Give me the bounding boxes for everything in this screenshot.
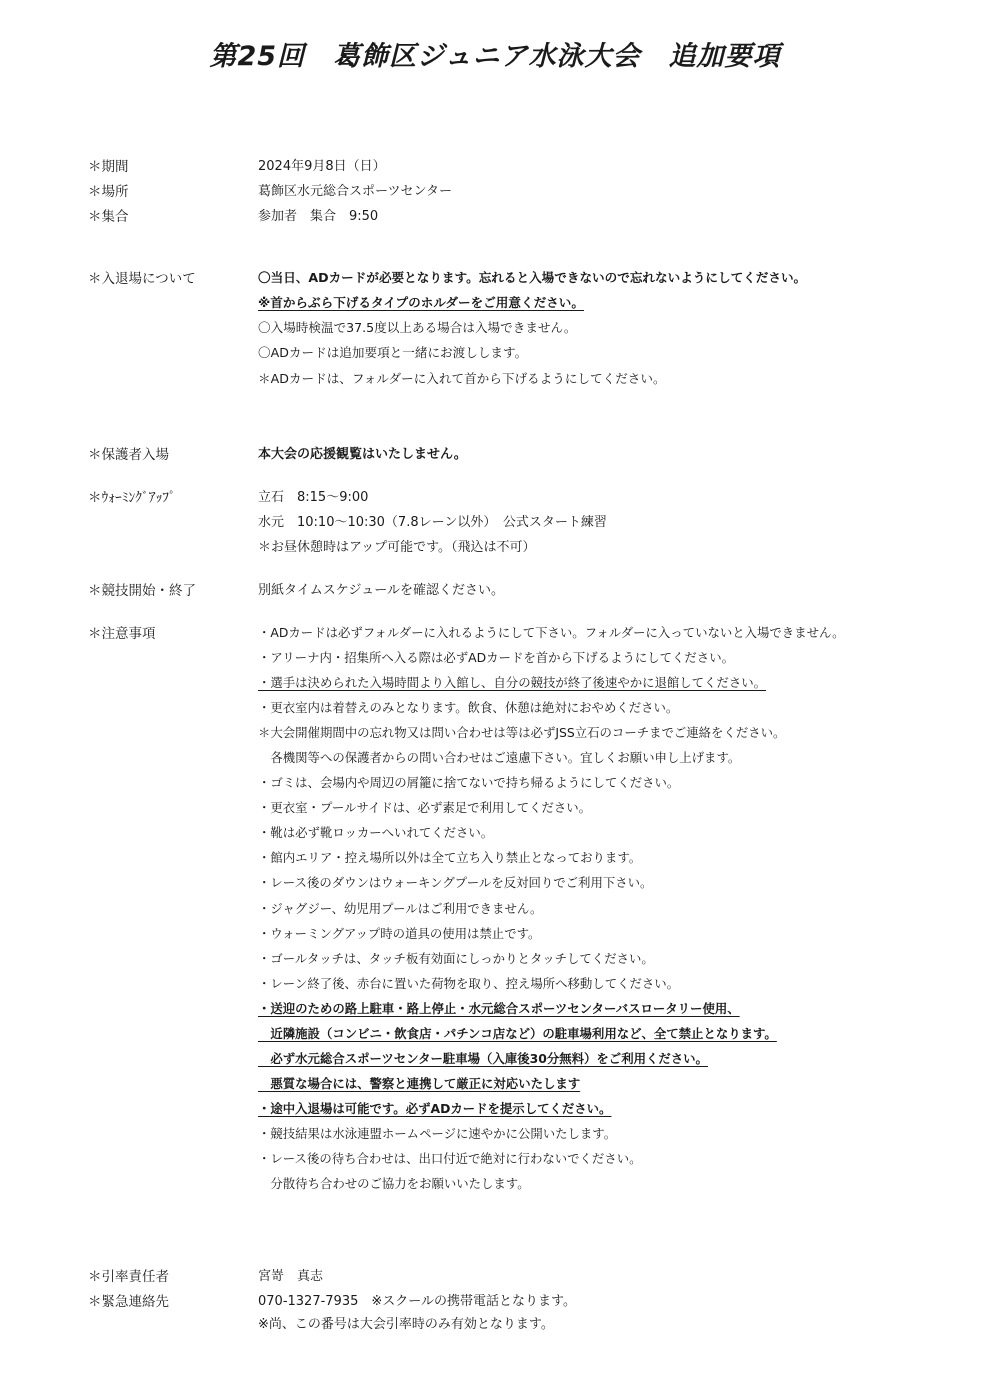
competition-value: 別紙タイムスケジュールを確認ください。	[258, 583, 504, 598]
notes-item: ・レース後の待ち合わせは、出口付近で絶対に行わないでください。	[258, 1150, 642, 1166]
warmup-line: 立石 8:15～9:00	[258, 490, 369, 505]
notes-item: ・選手は決められた入場時間より入館し、自分の競技が終了後速やかに退館してください。	[258, 675, 767, 691]
notes-item: 近隣施設（コンビニ・飲食店・パチンコ店など）の駐車場利用など、全て禁止となります。	[258, 1025, 777, 1041]
notes-item: ・靴は必ず靴ロッカーへいれてください。	[258, 825, 494, 841]
notes-list	[258, 620, 958, 1196]
emergency-label: ＊緊急連絡先	[88, 1294, 169, 1310]
gathering-label: ＊集合	[88, 209, 129, 225]
guardian-label: ＊保護者入場	[88, 447, 169, 463]
emergency-value: 070-1327-7935 ※スクールの携帯電話となります。	[258, 1294, 576, 1309]
notes-item: ・レーン終了後、赤台に置いた荷物を取り、控え場所へ移動してください。	[258, 975, 680, 991]
notes-item: ・競技結果は水泳連盟ホームページに速やかに公開いたします。	[258, 1125, 617, 1141]
period-label: ＊期間	[88, 159, 129, 175]
notes-item: ・レース後のダウンはウォーキングプールを反対回りでご利用下さい。	[258, 875, 653, 891]
warmup-label: ＊ｳｫｰﾐﾝｸﾞｱｯﾌﾟ	[88, 490, 176, 506]
entry-line: 〇ADカードは追加要項と一緒にお渡しします。	[258, 345, 528, 360]
notes-item: ・途中入退場は可能です。必ずADカードを提示してください。	[258, 1100, 612, 1116]
notes-item: ・更衣室内は着替えのみとなります。飲食、休憩は絶対におやめください。	[258, 700, 679, 716]
competition-label: ＊競技開始・終了	[88, 583, 196, 599]
notes-item: ・送迎のための路上駐車・路上停止・水元総合スポーツセンターバスロータリー使用、	[258, 1000, 740, 1016]
leader-label: ＊引率責任者	[88, 1269, 169, 1285]
entry-line: 〇入場時検温で37.5度以上ある場合は入場できません。	[258, 320, 577, 335]
notes-item: 必ず水元総合スポーツセンター駐車場（入庫後30分無料）をご利用ください。	[258, 1050, 708, 1066]
entry-line: ※首からぶら下げるタイプのホルダーをご用意ください。	[258, 295, 584, 310]
gathering-value: 参加者 集合 9:50	[258, 209, 379, 224]
period-value: 2024年9月8日（日）	[258, 159, 386, 174]
entry-label: ＊入退場について	[88, 271, 196, 287]
notes-item: ・アリーナ内・招集所へ入る際は必ずADカードを首から下げるようにしてください。	[258, 650, 734, 666]
entry-line: 〇当日、ADカードが必要となります。忘れると入場できないので忘れないようにしてください。	[258, 270, 807, 285]
notes-item: 悪質な場合には、警察と連携して厳正に対応いたします	[258, 1075, 581, 1091]
notes-label: ＊注意事項	[88, 626, 156, 642]
warmup-line: 水元 10:10～10:30（7.8レーン以外） 公式スタート練習	[258, 515, 607, 530]
place-label: ＊場所	[88, 184, 129, 200]
page-title: 第25回 葛飾区ジュニア水泳大会 追加要項	[209, 41, 781, 72]
notes-item: ・ウォーミングアップ時の道具の使用は禁止です。	[258, 925, 541, 941]
notes-item: 各機関等への保護者からの問い合わせはご遠慮下さい。宜しくお願い申し上げます。	[258, 750, 741, 766]
notes-item: 分散待ち合わせのご協力をお願いいたします。	[258, 1176, 530, 1192]
notes-item: ・ゴールタッチは、タッチ板有効面にしっかりとタッチしてください。	[258, 950, 654, 966]
place-value: 葛飾区水元総合スポーツセンター	[258, 184, 452, 199]
notes-item: ・ADカードは必ずフォルダーに入れるようにして下さい。フォルダーに入っていないと入場できません。	[258, 625, 845, 640]
entry-line: ＊ADカードは、フォルダーに入れて首から下げるようにしてください。	[258, 371, 666, 386]
notes-item: ・ゴミは、会場内や周辺の屑籠に捨てないで持ち帰るようにしてください。	[258, 775, 680, 791]
notes-item: ・更衣室・プールサイドは、必ず素足で利用してください。	[258, 800, 592, 816]
notes-item: ・ジャグジー、幼児用プールはご利用できません。	[258, 900, 543, 916]
notes-item: ・館内エリア・控え場所以外は全て立ち入り禁止となっております。	[258, 850, 642, 866]
guardian-value: 本大会の応援観覧はいたしません。	[258, 447, 467, 462]
notes-item: ＊大会開催期間中の忘れ物又は問い合わせは等は必ずJSS立石のコーチまでご連絡をください。	[258, 725, 786, 741]
leader-value: 宮嵜 真志	[258, 1269, 324, 1284]
warmup-line: ＊お昼休憩時はアップ可能です。（飛込は不可）	[258, 540, 536, 555]
emergency-note: ※尚、この番号は大会引率時のみ有効となります。	[258, 1317, 554, 1332]
